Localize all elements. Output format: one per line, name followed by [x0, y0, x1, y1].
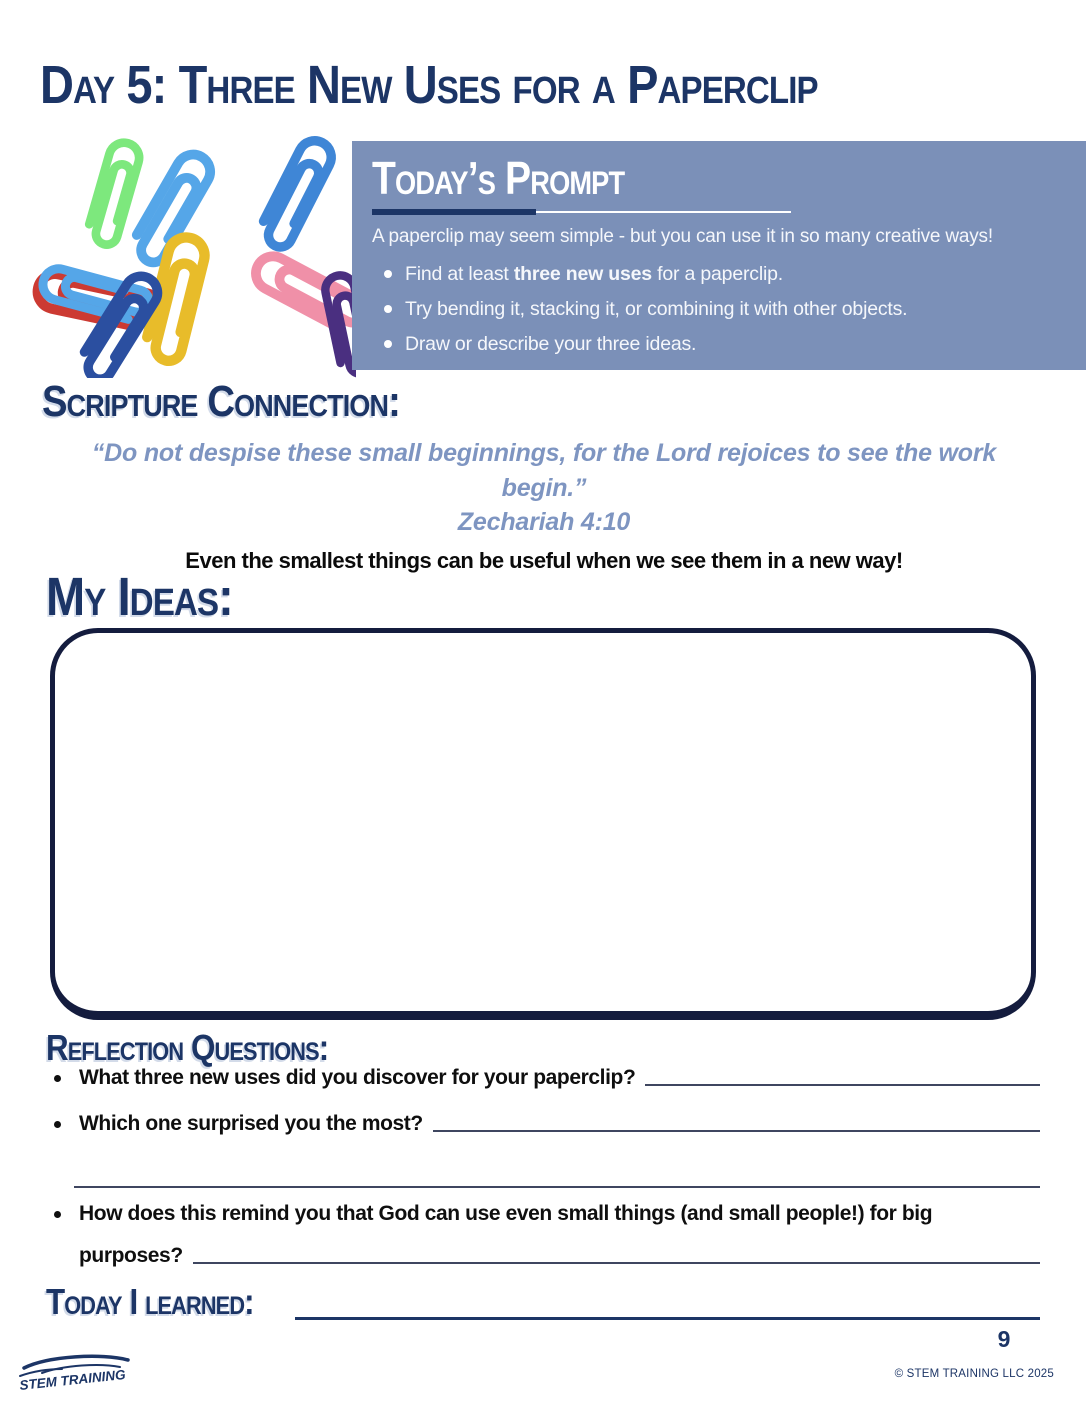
prompt-bullet-1: [372, 263, 1062, 286]
my-ideas-heading: My Ideas:: [46, 567, 233, 627]
underline-white-segment: [536, 211, 791, 213]
answer-line-2-continued: [74, 1160, 1040, 1188]
today-i-learned-row: [46, 1281, 1040, 1322]
copyright-text: © STEM TRAINING LLC 2025: [894, 1368, 1054, 1380]
scripture-reference: Zechariah 4:10: [457, 508, 631, 536]
question-3-text: How does this remind you that God can use even small things (and small people!) for big: [79, 1202, 933, 1225]
question-row-2: [48, 1112, 1040, 1136]
bullet-dot: [54, 1211, 61, 1218]
question-row-3: [48, 1202, 1040, 1268]
underline-navy-segment: [372, 209, 536, 215]
question-3-line-2: [48, 1244, 1040, 1268]
answer-line-2: [433, 1130, 1040, 1132]
question-3-text-continued: purposes?: [79, 1244, 183, 1267]
ideas-drawing-box: [50, 628, 1036, 1020]
question-row-1: [48, 1066, 1040, 1090]
stem-training-logo: [16, 1346, 136, 1398]
today-i-learned-line: [295, 1317, 1040, 1320]
bullet-dot: [54, 1075, 61, 1082]
scripture-heading: Scripture Connection:: [42, 377, 400, 426]
prompt-bullet-2: [372, 298, 1062, 321]
prompt-bullet-list: [372, 263, 1062, 356]
page-title: Day 5: Three New Uses for a Paperclip: [40, 55, 818, 115]
answer-line-3: [193, 1262, 1040, 1264]
prompt-intro: A paperclip may seem simple - but you can use it in so many creative ways!: [372, 226, 993, 247]
bullet-dot: [384, 270, 392, 278]
prompt-bullet-1-text: Find at least three new uses for a paperclip.: [405, 263, 783, 285]
scripture-block: [64, 436, 1024, 574]
question-3-line-1: [48, 1202, 1040, 1226]
question-2-text: Which one surprised you the most?: [79, 1112, 423, 1135]
prompt-underline: [372, 208, 1062, 215]
prompt-bullet-3: [372, 333, 1062, 356]
scripture-takeaway: Even the smallest things can be useful when we see them in a new way!: [185, 547, 903, 573]
bullet-dot: [384, 305, 392, 313]
reflection-heading: Reflection Questions:: [46, 1027, 329, 1068]
prompt-bullet-2-text: Try bending it, stacking it, or combining it with other objects.: [405, 298, 908, 320]
today-i-learned-heading: Today I learned:: [46, 1281, 254, 1322]
scripture-quote: “Do not despise these small beginnings, for the Lord rejoices to see the work begin.”: [91, 439, 997, 502]
page-number: 9: [997, 1326, 1011, 1352]
paperclips-image: [8, 132, 356, 378]
prompt-heading: Today’s Prompt: [372, 152, 625, 204]
todays-prompt-panel: [352, 141, 1086, 370]
answer-line-1: [645, 1084, 1040, 1086]
bullet-dot: [384, 340, 392, 348]
prompt-bullet-3-text: Draw or describe your three ideas.: [405, 333, 697, 355]
question-1-text: What three new uses did you discover for your paperclip?: [79, 1066, 636, 1089]
logo-text: STEM TRAINING: [18, 1366, 127, 1393]
bullet-dot: [54, 1121, 61, 1128]
